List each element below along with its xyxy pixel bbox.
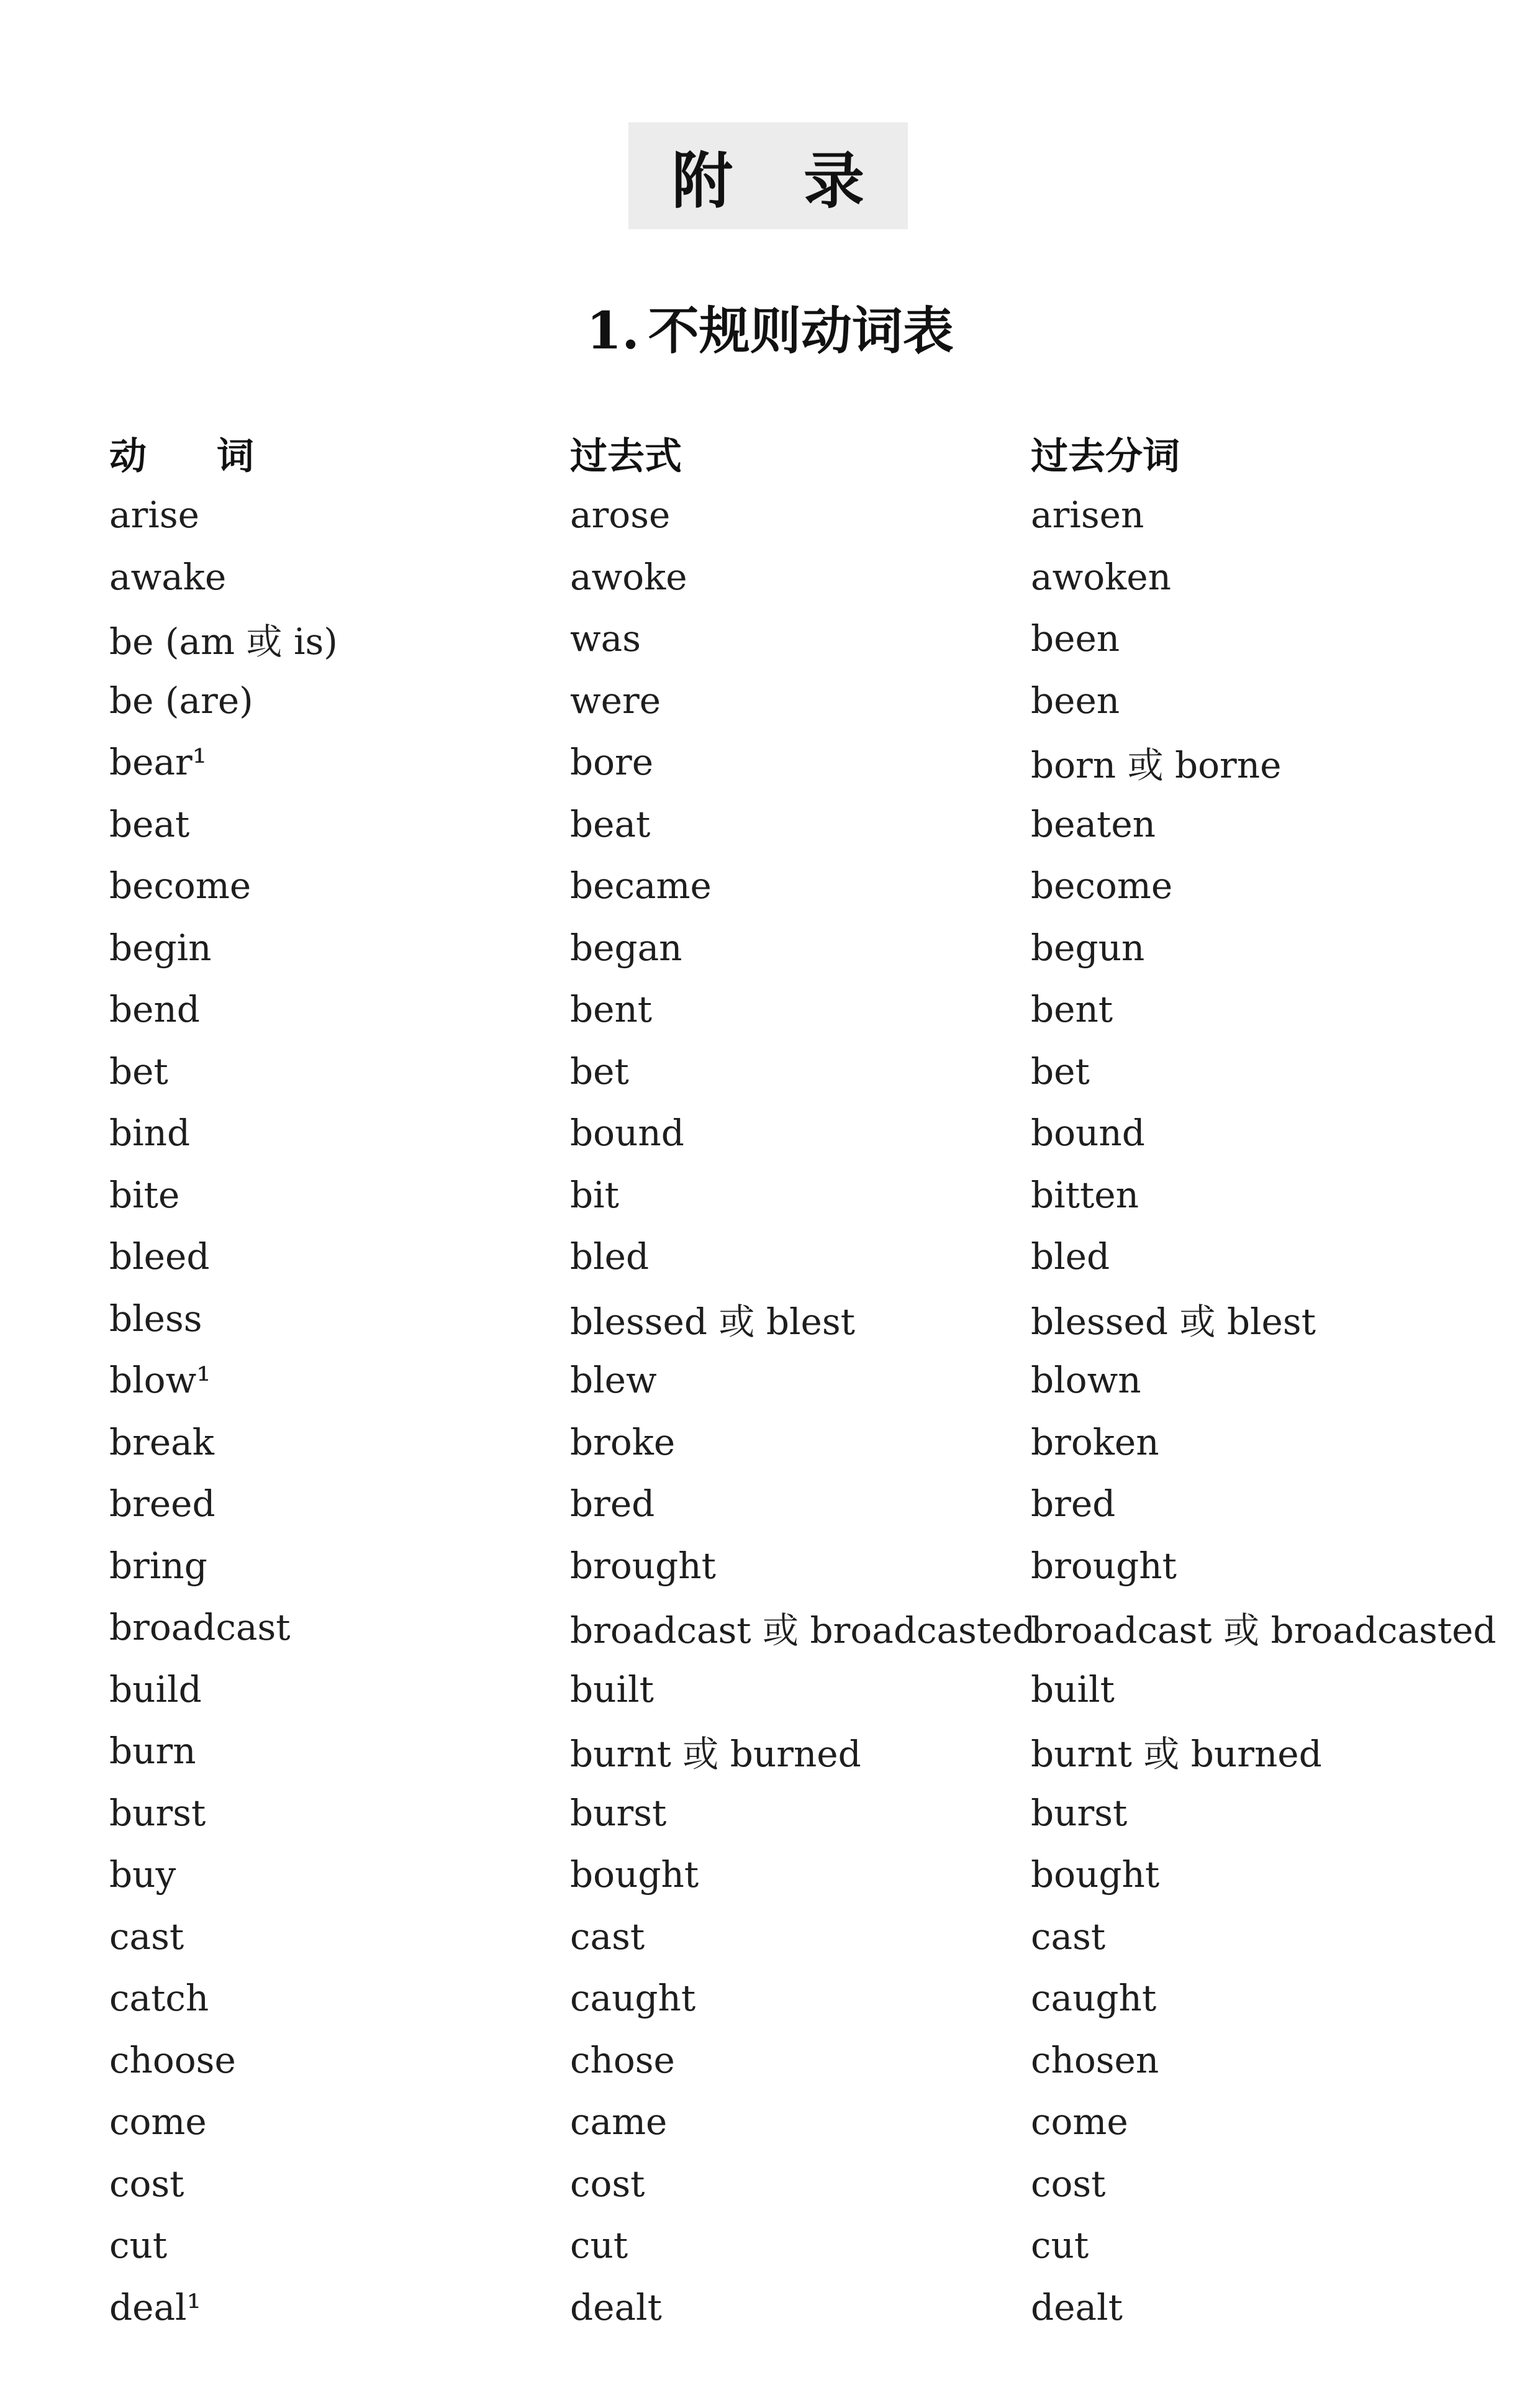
table-row <box>109 1288 1463 1350</box>
table-row <box>109 1844 1463 1906</box>
verb-cell: bend <box>109 988 200 1031</box>
past-tense-cell: burst <box>570 1791 667 1834</box>
past-participle-cell: bled <box>1031 1235 1110 1278</box>
past-participle-cell: brought <box>1031 1544 1177 1587</box>
past-participle-cell: chosen <box>1031 2038 1159 2081</box>
verb-cell: cast <box>109 1915 184 1958</box>
table-row <box>109 1102 1463 1165</box>
past-participle-cell: dealt <box>1031 2286 1123 2328</box>
header-verb: 动 词 <box>109 434 283 478</box>
table-row <box>109 1906 1463 1968</box>
verb-cell: break <box>109 1420 214 1463</box>
header-past-tense: 过去式 <box>570 434 682 478</box>
past-participle-cell: bent <box>1031 988 1113 1031</box>
table-row <box>109 1782 1463 1844</box>
verb-cell: beat <box>109 802 190 845</box>
table-row <box>109 1040 1463 1102</box>
table-row <box>109 1350 1463 1412</box>
past-participle-cell: beaten <box>1031 802 1156 845</box>
verb-cell: burst <box>109 1791 206 1834</box>
table-row <box>109 855 1463 917</box>
verb-cell: bind <box>109 1112 191 1155</box>
past-participle-cell: bitten <box>1031 1173 1139 1216</box>
table-row <box>109 1968 1463 2030</box>
table-row <box>109 1473 1463 1535</box>
table-row <box>109 670 1463 732</box>
past-participle-cell: cut <box>1031 2224 1089 2267</box>
past-tense-cell: arose <box>570 494 671 537</box>
past-participle-cell: bet <box>1031 1050 1090 1093</box>
past-participle-cell: arisen <box>1031 494 1144 537</box>
irregular-verb-table <box>109 422 1497 2338</box>
past-participle-cell: caught <box>1031 1977 1157 2020</box>
verb-cell: cut <box>109 2224 168 2267</box>
past-participle-cell: bred <box>1031 1483 1116 1525</box>
verb-cell: choose <box>109 2038 236 2081</box>
past-tense-cell: dealt <box>570 2286 662 2328</box>
past-participle-cell: come <box>1031 2101 1128 2143</box>
table-row <box>109 2153 1463 2215</box>
verb-cell: catch <box>109 1977 209 2020</box>
verb-cell: burn <box>109 1730 196 1773</box>
past-participle-cell: bound <box>1031 1112 1145 1155</box>
past-participle-cell: bought <box>1031 1853 1160 1896</box>
table-row <box>109 979 1463 1041</box>
verb-cell: be (am 或 is) <box>109 620 338 663</box>
verb-cell: deal¹ <box>109 2286 201 2328</box>
past-tense-cell: awoke <box>570 555 687 598</box>
past-tense-cell: chose <box>570 2038 675 2081</box>
past-tense-cell: bet <box>570 1050 629 1093</box>
verb-cell: come <box>109 2101 207 2143</box>
table-row <box>109 793 1463 855</box>
past-tense-cell: broke <box>570 1420 676 1463</box>
past-tense-cell: came <box>570 2101 668 2143</box>
past-tense-cell: bound <box>570 1112 684 1155</box>
past-participle-cell: born 或 borne <box>1031 744 1282 787</box>
verb-cell: cost <box>109 2162 184 2205</box>
past-tense-cell: bit <box>570 1173 619 1216</box>
verb-cell: begin <box>109 926 212 969</box>
past-tense-cell: brought <box>570 1544 716 1587</box>
past-participle-cell: burst <box>1031 1791 1128 1834</box>
table-row <box>109 2029 1463 2091</box>
past-tense-cell: bought <box>570 1853 699 1896</box>
past-tense-cell: bore <box>570 741 654 784</box>
table-row <box>109 2276 1463 2338</box>
past-participle-cell: awoken <box>1031 555 1171 598</box>
past-tense-cell: blew <box>570 1359 657 1402</box>
past-participle-cell: cast <box>1031 1915 1106 1958</box>
past-participle-cell: burnt 或 burned <box>1031 1733 1322 1776</box>
verb-cell: bear¹ <box>109 741 207 784</box>
past-participle-cell: been <box>1031 617 1120 660</box>
verb-cell: broadcast <box>109 1606 291 1649</box>
verb-cell: bleed <box>109 1235 210 1278</box>
verb-cell: buy <box>109 1853 176 1896</box>
verb-cell: bet <box>109 1050 168 1093</box>
past-tense-cell: was <box>570 617 641 660</box>
table-row <box>109 732 1463 794</box>
verb-cell: blow¹ <box>109 1359 211 1402</box>
appendix-heading-box <box>628 122 908 229</box>
verb-cell: bless <box>109 1297 202 1340</box>
past-tense-cell: beat <box>570 802 651 845</box>
table-row <box>109 1411 1463 1473</box>
past-tense-cell: cut <box>570 2224 628 2267</box>
table-row <box>109 917 1463 979</box>
past-tense-cell: burnt 或 burned <box>570 1733 861 1776</box>
past-participle-cell: cost <box>1031 2162 1106 2205</box>
past-tense-cell: cast <box>570 1915 645 1958</box>
table-row <box>109 484 1463 547</box>
table-row <box>109 2091 1463 2153</box>
past-tense-cell: built <box>570 1668 654 1710</box>
past-participle-cell: blessed 或 blest <box>1031 1300 1316 1343</box>
past-participle-cell: broken <box>1031 1420 1159 1463</box>
past-participle-cell: begun <box>1031 926 1145 969</box>
table-row <box>109 608 1463 670</box>
table-row <box>109 546 1463 608</box>
table-body <box>109 484 1497 2338</box>
appendix-title: 附 录 <box>671 145 890 217</box>
table-row <box>109 1658 1463 1720</box>
past-tense-cell: caught <box>570 1977 696 2020</box>
past-participle-cell: built <box>1031 1668 1115 1710</box>
past-tense-cell: bled <box>570 1235 650 1278</box>
table-row <box>109 1535 1463 1597</box>
table-row <box>109 1226 1463 1288</box>
past-tense-cell: blessed 或 blest <box>570 1300 855 1343</box>
past-tense-cell: began <box>570 926 682 969</box>
verb-cell: become <box>109 865 251 907</box>
past-participle-cell: been <box>1031 679 1120 722</box>
section-title-text: 不规则动词表 <box>648 302 954 361</box>
verb-cell: arise <box>109 494 199 537</box>
verb-cell: bite <box>109 1173 180 1216</box>
past-tense-cell: cost <box>570 2162 645 2205</box>
past-participle-cell: broadcast 或 broadcasted <box>1031 1609 1497 1652</box>
verb-cell: breed <box>109 1483 215 1525</box>
past-tense-cell: broadcast 或 broadcasted <box>570 1609 1036 1652</box>
past-tense-cell: became <box>570 865 712 907</box>
verb-cell: be (are) <box>109 679 253 722</box>
verb-cell: build <box>109 1668 202 1710</box>
past-participle-cell: become <box>1031 865 1173 907</box>
past-participle-cell: blown <box>1031 1359 1141 1402</box>
table-row <box>109 1597 1497 1659</box>
past-tense-cell: were <box>570 679 661 722</box>
table-row <box>109 2215 1463 2277</box>
verb-cell: awake <box>109 555 227 598</box>
past-tense-cell: bred <box>570 1483 655 1525</box>
header-past-participle: 过去分词 <box>1031 434 1180 478</box>
section-number: 1. <box>586 301 640 361</box>
verb-cell: bring <box>109 1544 207 1587</box>
table-row <box>109 1720 1463 1783</box>
section-title <box>0 297 1540 366</box>
table-row <box>109 1164 1463 1226</box>
past-tense-cell: bent <box>570 988 653 1031</box>
table-header-row <box>109 422 1463 484</box>
